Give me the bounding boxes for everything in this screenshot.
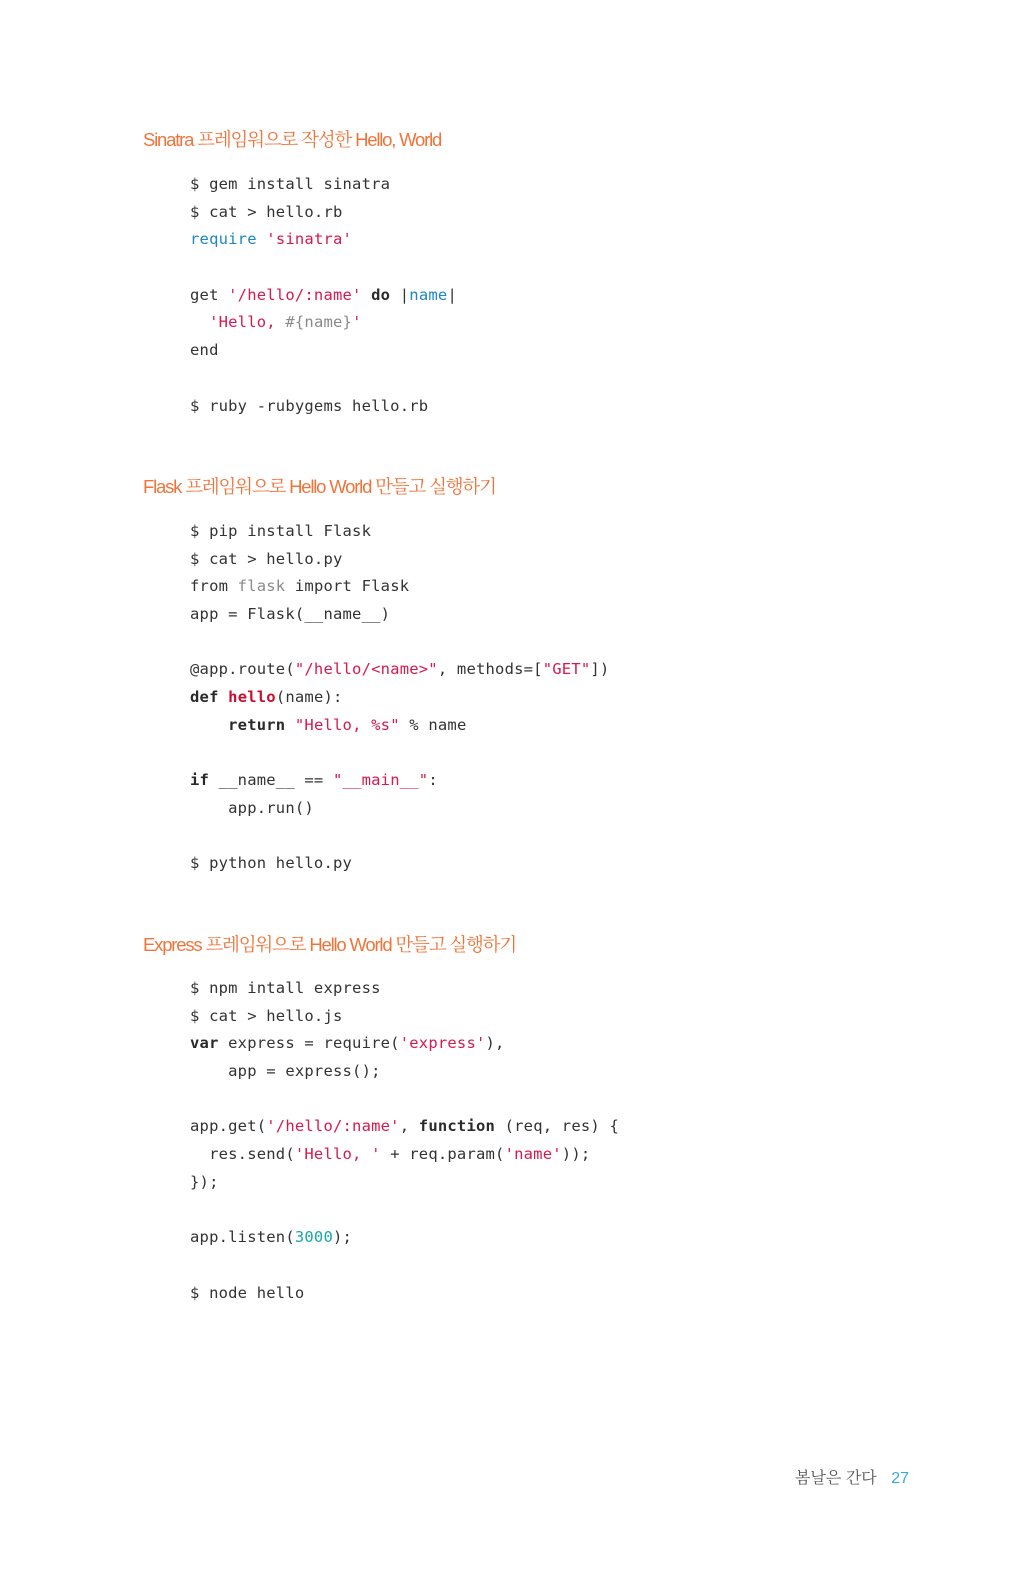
code-line bbox=[190, 1169, 619, 1197]
code-token: )); bbox=[561, 1145, 591, 1164]
code-line bbox=[190, 309, 457, 337]
code-token: "Hello, %s" bbox=[294, 715, 400, 734]
code-token: (name): bbox=[275, 688, 343, 707]
code-token: + req.param( bbox=[380, 1145, 505, 1164]
code-token: "__main__" bbox=[333, 771, 429, 790]
code-line bbox=[190, 573, 609, 601]
code-token: ' bbox=[352, 313, 362, 332]
code-line bbox=[190, 601, 609, 629]
code-token: hello bbox=[228, 688, 276, 707]
code-token: $ cat > hello.rb bbox=[190, 202, 343, 221]
code-token: ), bbox=[485, 1034, 505, 1053]
code-line bbox=[190, 1058, 619, 1086]
code-token: res.send( bbox=[190, 1145, 295, 1164]
code-token: , methods=[ bbox=[437, 660, 543, 679]
code-token: 'name' bbox=[504, 1145, 562, 1164]
code-line bbox=[190, 740, 609, 768]
code-token: $ npm intall express bbox=[190, 979, 381, 997]
code-block-express bbox=[190, 975, 619, 1307]
code-token: $ cat > hello.py bbox=[190, 549, 343, 568]
code-token: }); bbox=[190, 1172, 219, 1191]
code-token: $ cat > hello.js bbox=[190, 1006, 343, 1025]
code-token: , bbox=[399, 1117, 419, 1136]
code-line bbox=[190, 1280, 619, 1308]
code-token: app.get( bbox=[190, 1117, 267, 1136]
code-line bbox=[190, 1113, 619, 1141]
code-token: "GET" bbox=[542, 660, 591, 679]
code-token: get bbox=[190, 285, 229, 304]
code-line bbox=[190, 795, 609, 823]
code-token: do bbox=[371, 285, 391, 304]
code-token: '/hello/:name' bbox=[228, 285, 362, 304]
code-line bbox=[190, 975, 619, 1003]
code-token: ); bbox=[333, 1228, 353, 1247]
code-token: require bbox=[190, 230, 257, 249]
code-token bbox=[219, 688, 229, 706]
code-line bbox=[190, 1030, 619, 1058]
code-line bbox=[190, 629, 609, 657]
code-line bbox=[190, 1086, 619, 1114]
code-block-flask bbox=[190, 518, 609, 878]
code-line bbox=[190, 1252, 619, 1280]
code-token: return bbox=[228, 715, 286, 734]
code-token bbox=[190, 716, 228, 734]
code-token: 'sinatra' bbox=[266, 230, 353, 249]
code-line bbox=[190, 365, 457, 393]
code-line bbox=[190, 337, 457, 365]
code-token: "/hello/<name>" bbox=[294, 660, 438, 679]
running-title: 봄날은 간다 bbox=[795, 1470, 877, 1487]
code-token: % name bbox=[399, 715, 467, 734]
code-token: 'Hello, bbox=[209, 313, 286, 332]
code-token: 'Hello, ' bbox=[294, 1145, 381, 1164]
code-line bbox=[190, 546, 609, 574]
code-token: def bbox=[190, 688, 219, 707]
code-token: $ pip install Flask bbox=[190, 522, 372, 540]
code-line bbox=[190, 684, 609, 712]
code-token: app = express(); bbox=[190, 1062, 381, 1081]
section-title-express: Express 프레임워으로 Hello World 만들고 실행하기 bbox=[143, 934, 516, 955]
code-line bbox=[190, 1141, 619, 1169]
code-line bbox=[190, 850, 609, 878]
code-line bbox=[190, 393, 457, 421]
code-token bbox=[257, 230, 267, 248]
code-token: (req, res) { bbox=[495, 1117, 619, 1136]
code-token: | bbox=[447, 285, 457, 304]
code-token: name bbox=[409, 285, 448, 304]
code-token: $ ruby -rubygems hello.rb bbox=[190, 396, 429, 415]
code-token: flask bbox=[237, 577, 286, 596]
code-token: $ gem install sinatra bbox=[190, 175, 391, 193]
code-line bbox=[190, 712, 609, 740]
page-footer bbox=[795, 1466, 909, 1492]
code-token bbox=[190, 313, 209, 331]
code-line bbox=[190, 1197, 619, 1225]
code-token: : bbox=[428, 771, 438, 790]
code-line bbox=[190, 1003, 619, 1031]
code-token: function bbox=[418, 1117, 496, 1136]
code-token: var bbox=[190, 1034, 219, 1053]
code-token: __name__ == bbox=[209, 771, 333, 790]
code-token: import Flask bbox=[285, 577, 410, 596]
section-title-flask: Flask 프레임워으로 Hello World 만들고 실행하기 bbox=[143, 476, 496, 497]
code-token: $ python hello.py bbox=[190, 854, 353, 873]
code-line bbox=[190, 171, 457, 199]
code-token: 3000 bbox=[294, 1228, 333, 1247]
code-line bbox=[190, 767, 609, 795]
code-token: express = require( bbox=[218, 1034, 400, 1053]
code-token: if bbox=[190, 771, 210, 790]
code-token bbox=[285, 716, 295, 734]
code-token: '/hello/:name' bbox=[266, 1117, 400, 1136]
code-token: 'express' bbox=[399, 1034, 486, 1053]
code-line bbox=[190, 226, 457, 254]
code-line bbox=[190, 823, 609, 851]
page-number: 27 bbox=[891, 1470, 909, 1487]
code-line bbox=[190, 1224, 619, 1252]
code-token: app.listen( bbox=[190, 1228, 295, 1247]
code-token: app = Flask(__name__) bbox=[190, 605, 391, 624]
section-title-sinatra: Sinatra 프레임워으로 작성한 Hello, World bbox=[143, 129, 442, 150]
code-line bbox=[190, 282, 457, 310]
code-block-sinatra bbox=[190, 171, 457, 420]
code-token bbox=[362, 286, 372, 304]
code-token: #{name} bbox=[285, 313, 353, 332]
code-line bbox=[190, 254, 457, 282]
code-token: $ node hello bbox=[190, 1283, 305, 1302]
code-line bbox=[190, 656, 609, 684]
code-token: | bbox=[390, 285, 410, 304]
code-line bbox=[190, 199, 457, 227]
code-token: app.run() bbox=[190, 798, 314, 817]
code-line bbox=[190, 518, 609, 546]
code-token: @app.route( bbox=[190, 660, 295, 679]
code-token: ]) bbox=[590, 660, 610, 679]
code-token: end bbox=[190, 341, 219, 360]
code-token: from bbox=[190, 577, 238, 596]
